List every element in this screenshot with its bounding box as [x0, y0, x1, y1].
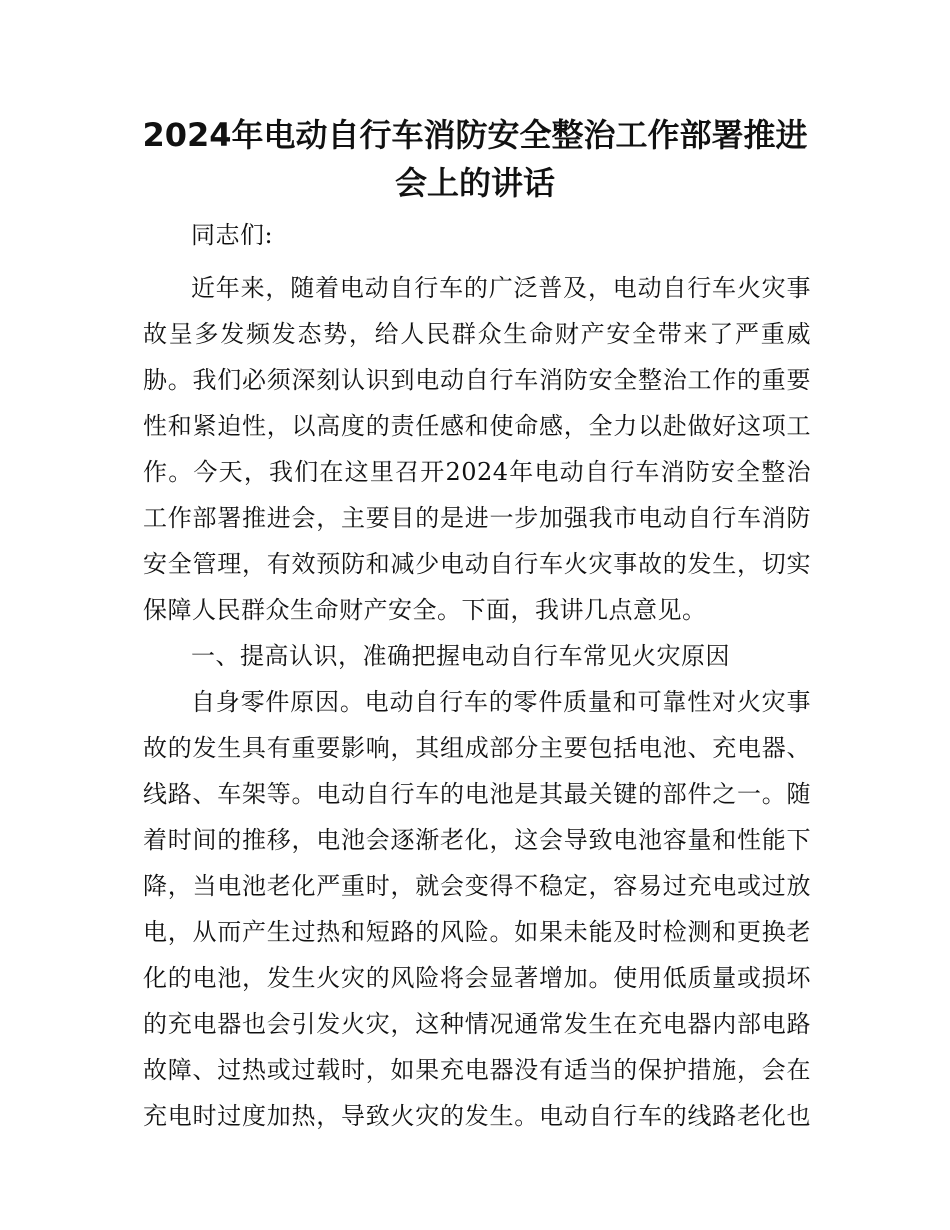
paragraph-1-line: 保障人民群众生命财产安全。下面，我讲几点意见。	[143, 596, 707, 624]
document-title-line-1: 2024年电动自行车消防安全整治工作部署推进	[142, 116, 808, 154]
paragraph-2-line: 化的电池，发生火灾的风险将会显著增加。使用低质量或损坏	[143, 964, 811, 992]
paragraph-1-line: 近年来，随着电动自行车的广泛普及，电动自行车火灾事	[191, 274, 811, 302]
paragraph-2-line: 的充电器也会引发火灾，这种情况通常发生在充电器内部电路	[143, 1010, 811, 1038]
paragraph-2-line: 自身零件原因。电动自行车的零件质量和可靠性对火灾事	[191, 688, 811, 716]
document-title-line-2: 会上的讲话	[394, 164, 555, 202]
paragraph-2-line: 充电时过度加热，导致火灾的发生。电动自行车的线路老化也	[143, 1102, 811, 1130]
salutation: 同志们:	[191, 221, 274, 249]
paragraph-2-line: 线路、车架等。电动自行车的电池是其最关键的部件之一。随	[143, 780, 811, 808]
paragraph-1-line: 故呈多发频发态势，给人民群众生命财产安全带来了严重威	[143, 320, 811, 348]
paragraph-1-line: 安全管理，有效预防和减少电动自行车火灾事故的发生，切实	[143, 550, 811, 578]
paragraph-2-line: 着时间的推移，电池会逐渐老化，这会导致电池容量和性能下	[143, 826, 811, 854]
paragraph-1-line: 胁。我们必须深刻认识到电动自行车消防安全整治工作的重要	[143, 366, 811, 394]
paragraph-2-line: 降，当电池老化严重时，就会变得不稳定，容易过充电或过放	[143, 872, 811, 900]
paragraph-1-line: 性和紧迫性，以高度的责任感和使命感，全力以赴做好这项工	[143, 412, 811, 440]
paragraph-2-line: 故障、过热或过载时，如果充电器没有适当的保护措施，会在	[143, 1056, 811, 1084]
paragraph-1-line: 工作部署推进会，主要目的是进一步加强我市电动自行车消防	[143, 504, 811, 532]
paragraph-2-line: 故的发生具有重要影响，其组成部分主要包括电池、充电器、	[143, 734, 811, 762]
section-heading: 一、提高认识，准确把握电动自行车常见火灾原因	[191, 642, 730, 670]
paragraph-2-line: 电，从而产生过热和短路的风险。如果未能及时检测和更换老	[143, 918, 811, 946]
paragraph-1-line: 作。今天，我们在这里召开2024年电动自行车消防安全整治	[143, 458, 811, 486]
